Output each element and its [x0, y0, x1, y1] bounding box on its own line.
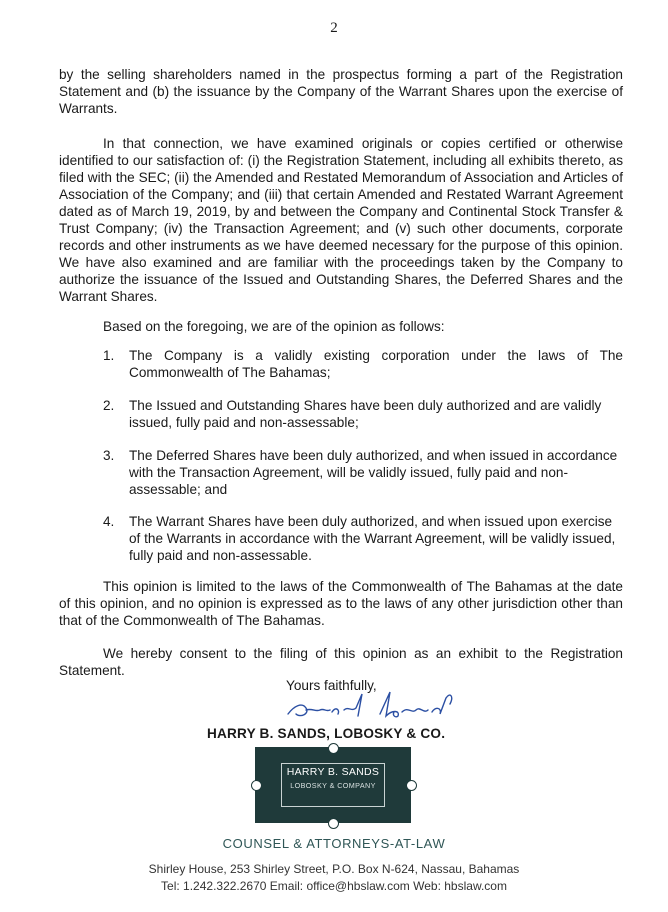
paragraph-opinion-lead: Based on the foregoing, we are of the opinion as follows:	[103, 319, 445, 334]
signature	[282, 688, 472, 724]
letterhead-contact: Tel: 1.242.322.2670 Email: office@hbslaw.com Web: hbslaw.com	[161, 879, 507, 893]
opinion-number: 2.	[103, 398, 115, 413]
opinion-item-3	[103, 447, 623, 498]
opinion-number: 1.	[103, 348, 115, 363]
opinion-number: 4.	[103, 514, 115, 529]
letterhead-tagline: COUNSEL & ATTORNEYS-AT-LAW	[222, 836, 446, 851]
opinion-item-4	[103, 513, 623, 564]
opinion-item-1	[103, 347, 623, 381]
opinion-text: The Company is a validly existing corporation under the laws of The Commonwealth of The Bahamas;	[129, 348, 623, 380]
opinion-text: The Warrant Shares have been duly authorized, and when issued upon exercise of the Warrants in accordance with the Warrant Agreement, will be validly issued, fully paid and non-assessable.	[129, 514, 616, 563]
page-number: 2	[330, 20, 338, 36]
opinion-text: The Issued and Outstanding Shares have been duly authorized and are validly issued, fully paid and non-assessable;	[129, 398, 602, 430]
paragraph-consent: We hereby consent to the filing of this opinion as an exhibit to the Registration Statement.	[59, 646, 623, 678]
paragraph-documents-examined: In that connection, we have examined originals or copies certified or otherwise identified to our satisfaction of: (i) the Registration Statement, including all exhibits thereto, as filed with the SEC; (ii) the Amended and Restated Memorandum of Association and Articles of Association of the Company; and (iii) that certain Amended and Restated Warrant Agreement dated as of March 19, 2019, by and between the Company and Continental Stock Transfer & Trust Company; (iv) the Transaction Agreement; and (v) such other documents, corporate records and other instruments as we have deemed necessary for the purpose of this opinion. We have also examined and are familiar with the proceedings taken by the Company to authorize the issuance of the Issued and Outstanding Shares, the Deferred Shares and the Warrant Shares.	[59, 136, 623, 304]
logo-dot-bottom	[328, 818, 339, 829]
opinion-item-2	[103, 397, 623, 431]
logo-text-sub: LOBOSKY & COMPANY	[290, 781, 376, 790]
paragraph-intro-continuation: by the selling shareholders named in the prospectus forming a part of the Registration Statement and (b) the issuance by the Company of the Warrant Shares upon the exercise of Warrants.	[59, 67, 623, 116]
logo-dot-top	[328, 743, 339, 754]
paragraph-limitation: This opinion is limited to the laws of the Commonwealth of The Bahamas at the date of this opinion, and no opinion is expressed as to the laws of any other jurisdiction other than that of the Commonwealth of The Bahamas.	[59, 579, 623, 628]
closing-salutation: Yours faithfully,	[286, 678, 377, 693]
opinion-text: The Deferred Shares have been duly authorized, and when issued in accordance with the Transaction Agreement, will be validly issued, fully paid and non-assessable; and	[129, 448, 618, 497]
letterhead-address: Shirley House, 253 Shirley Street, P.O. Box N-624, Nassau, Bahamas	[148, 862, 520, 876]
opinion-number: 3.	[103, 448, 115, 463]
firm-logo	[255, 747, 411, 823]
logo-text-main: HARRY B. SANDS	[286, 766, 380, 778]
firm-name: HARRY B. SANDS, LOBOSKY & CO.	[207, 726, 446, 741]
